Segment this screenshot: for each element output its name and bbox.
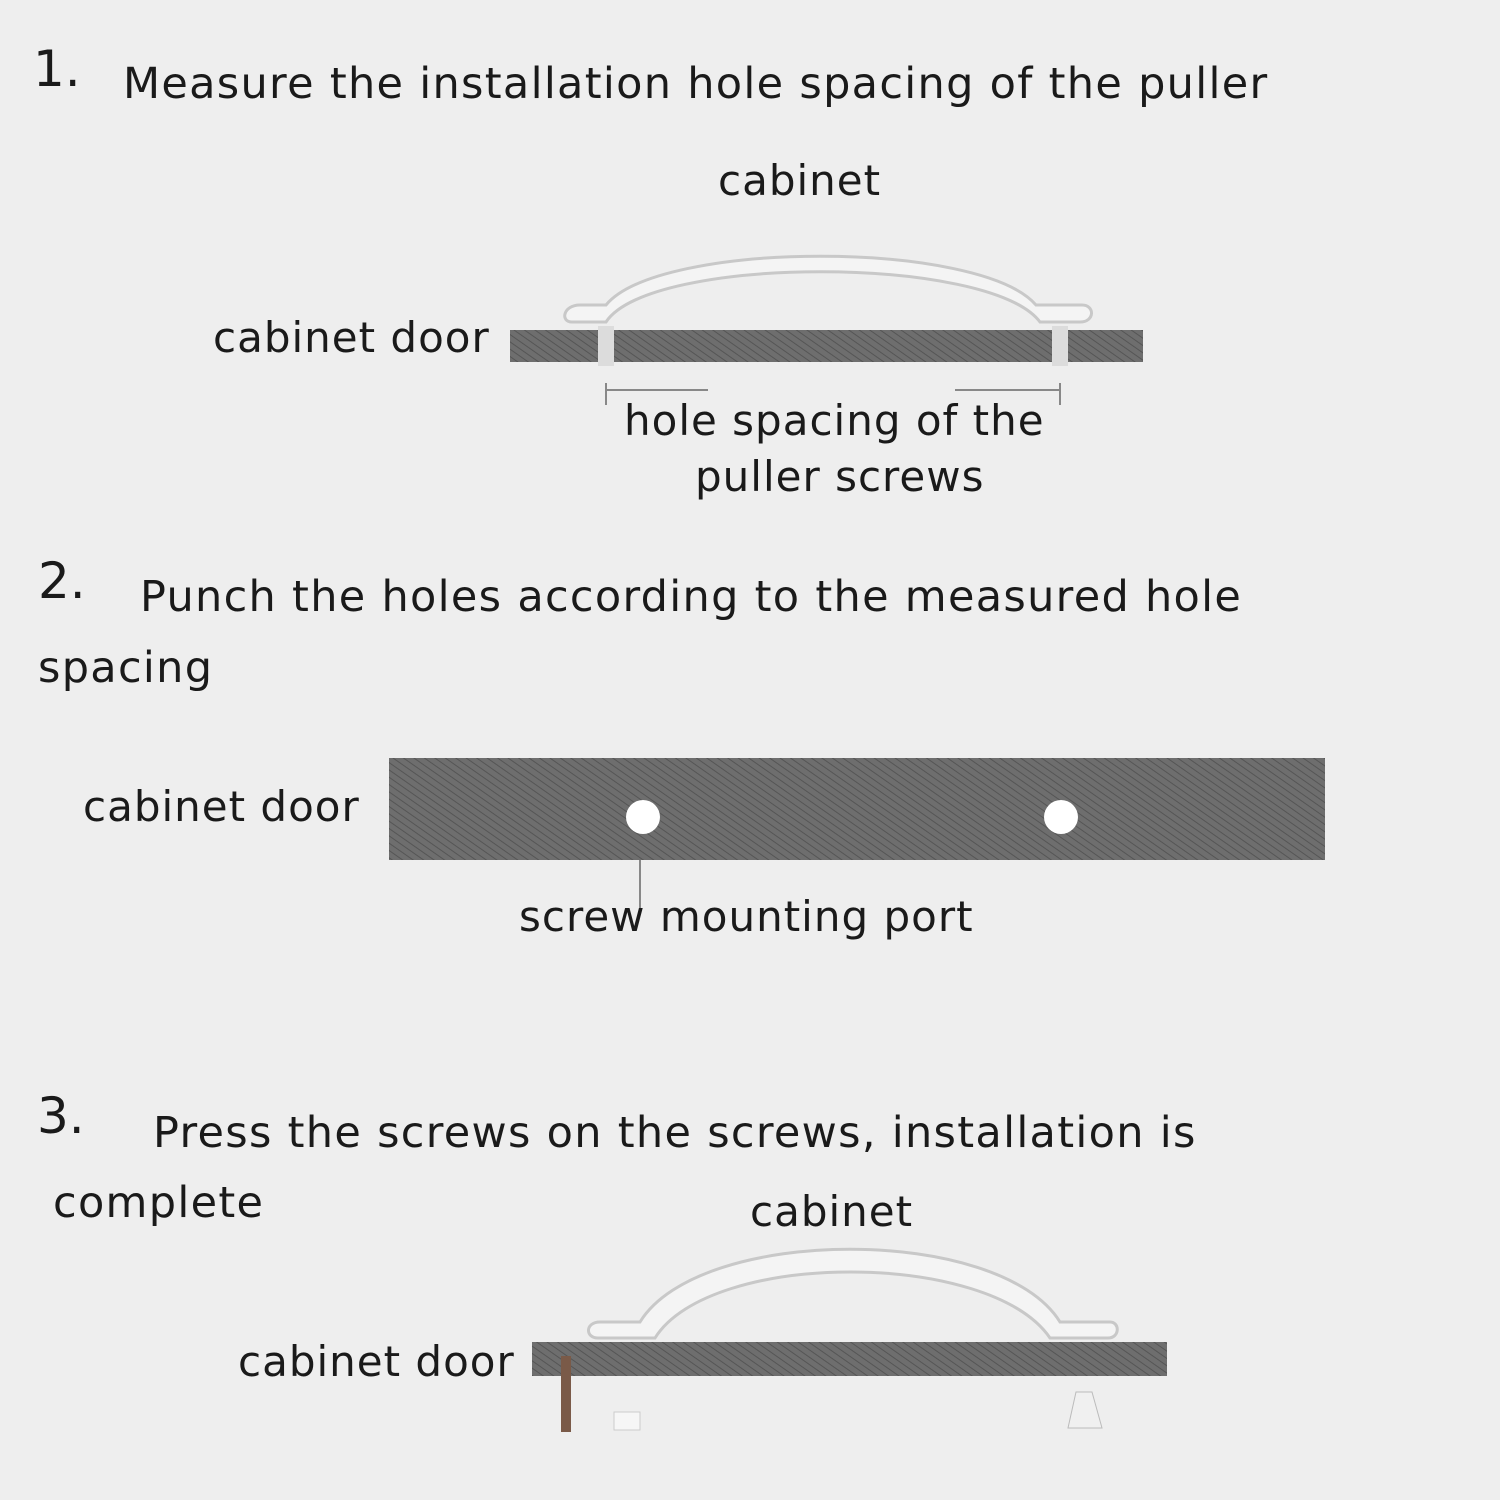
- step1-cabinet-label: cabinet: [718, 156, 882, 205]
- step1-screw-left: [598, 326, 614, 366]
- step3-cabinet-label: cabinet: [750, 1187, 914, 1236]
- step2-screw-mounting-port-label: screw mounting port: [519, 892, 974, 941]
- step3-screwdriver: [561, 1356, 571, 1432]
- step3-cabinet-door-label: cabinet door: [238, 1337, 515, 1386]
- step2-cabinet-door-board: [389, 758, 1325, 860]
- step1-diagram: [510, 256, 1143, 405]
- step2-instruction-line1: Punch the holes according to the measured hole: [140, 572, 1243, 622]
- step2-cabinet-door-label: cabinet door: [83, 782, 360, 831]
- step1-screw-right: [1052, 326, 1068, 366]
- step3-instruction-line2: complete: [53, 1178, 265, 1228]
- step2-instruction-line2: spacing: [38, 643, 214, 693]
- step3-screw-cap-right: [1068, 1392, 1102, 1428]
- step3-number: 3.: [37, 1087, 85, 1145]
- step2-screw-hole-right: [1044, 800, 1078, 834]
- step3-cabinet-door-board: [532, 1342, 1167, 1376]
- step2-diagram: [389, 758, 1325, 912]
- step2-screw-hole-left: [626, 800, 660, 834]
- step1-hole-spacing-label-line2: puller screws: [695, 452, 985, 501]
- step1-number: 1.: [33, 40, 81, 98]
- step3-handle: [588, 1249, 1117, 1338]
- step1-hole-spacing-label-line1: hole spacing of the: [624, 396, 1045, 445]
- step2-number: 2.: [38, 552, 86, 610]
- step3-diagram: [532, 1249, 1167, 1432]
- step3-screw-cap-left: [614, 1412, 640, 1430]
- step1-cabinet-door-label: cabinet door: [213, 313, 490, 362]
- step1-handle: [565, 256, 1092, 322]
- step1-instruction: Measure the installation hole spacing of the puller: [123, 59, 1269, 109]
- step3-instruction-line1: Press the screws on the screws, installation is: [153, 1108, 1197, 1158]
